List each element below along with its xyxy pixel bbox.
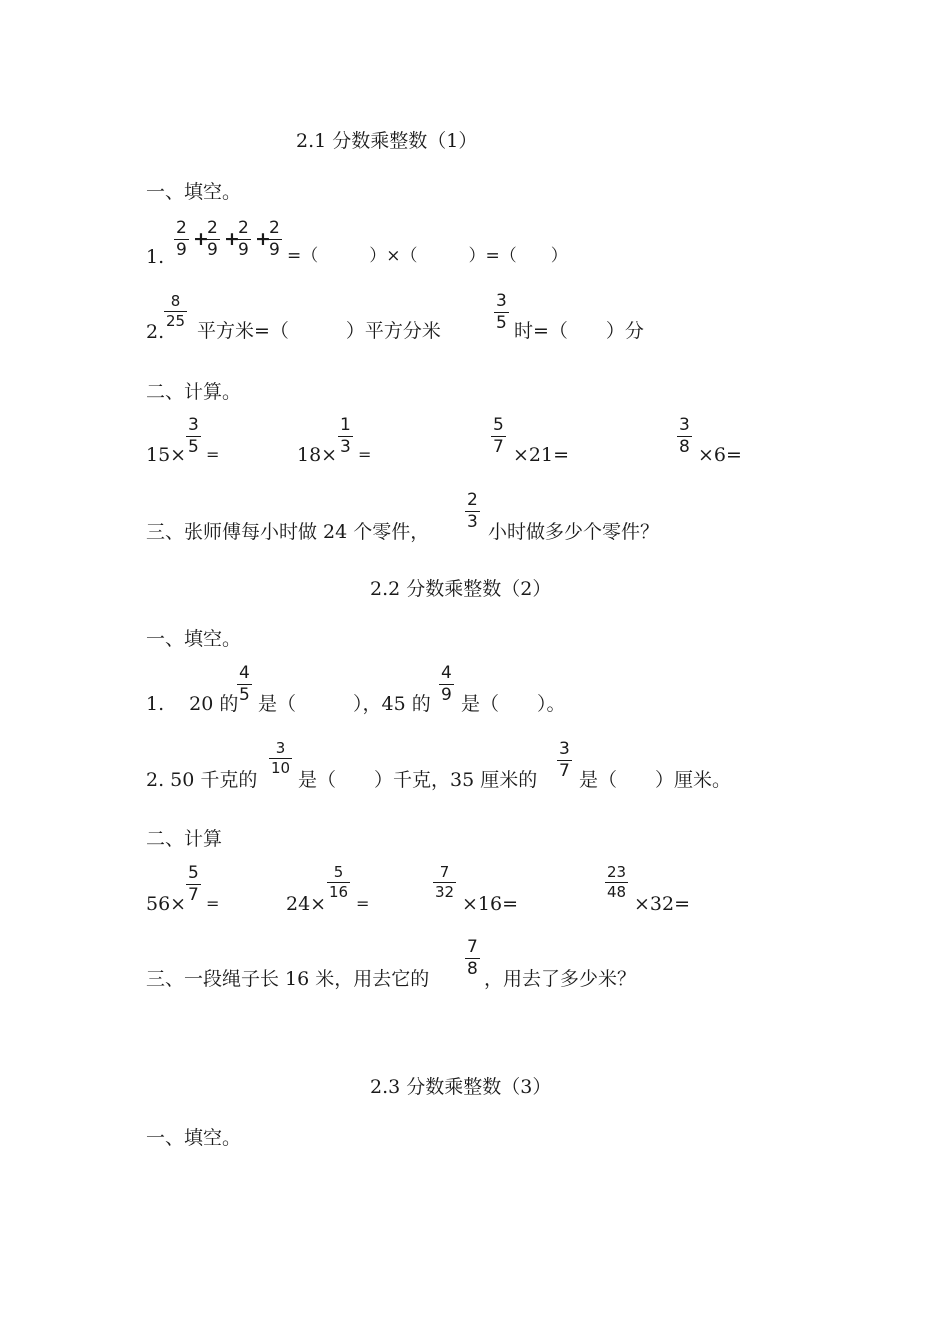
calc-left: 18× — [297, 444, 338, 466]
numerator: 7 — [439, 863, 450, 881]
numerator: 3 — [275, 739, 286, 757]
denominator: 7 — [559, 761, 570, 781]
denominator: 9 — [441, 685, 452, 705]
section-title-2-1: 2.1 分数乘整数（1） — [296, 130, 478, 152]
plus-sign: + — [224, 228, 240, 250]
word-problem-text: 三、张师傅每小时做 24 个零件， — [146, 521, 430, 543]
question-text: 2. 50 千克的 — [146, 769, 258, 791]
calc-left: 56× — [146, 893, 187, 915]
denominator: 3 — [340, 437, 351, 457]
numerator: 5 — [333, 863, 344, 881]
calc-right: ×6= — [698, 444, 742, 466]
fraction — [433, 864, 456, 901]
fraction — [338, 416, 353, 457]
fraction — [677, 416, 692, 457]
fraction — [465, 938, 480, 979]
fraction — [164, 293, 187, 330]
denominator: 9 — [176, 240, 187, 260]
numerator: 8 — [170, 292, 181, 310]
calc-right: ×32= — [634, 893, 691, 915]
fraction — [327, 864, 350, 901]
denominator: 9 — [207, 240, 218, 260]
numerator: 4 — [239, 663, 250, 683]
question-text: 是（ ）厘米。 — [579, 769, 732, 791]
numerator: 3 — [496, 291, 507, 311]
numerator: 2 — [207, 218, 218, 238]
question-number: 2. — [146, 321, 165, 343]
question-text: 是（ ）千克，35 厘米的 — [298, 769, 538, 791]
unit-conversion-text: 时=（ ）分 — [514, 320, 644, 342]
calc-right: ×16= — [462, 893, 519, 915]
heading-calculate: 二、计算。 — [146, 381, 242, 403]
denominator: 48 — [607, 883, 627, 901]
plus-sign: + — [193, 228, 209, 250]
fraction — [205, 219, 220, 260]
numerator: 23 — [607, 863, 627, 881]
calc-right: ×21= — [513, 444, 570, 466]
calc-left: 15× — [146, 444, 187, 466]
numerator: 5 — [493, 415, 504, 435]
numerator: 3 — [188, 415, 199, 435]
question-text: 1. 20 的 — [146, 693, 239, 715]
fraction — [557, 740, 572, 781]
denominator: 25 — [166, 312, 186, 330]
section-title-2-2: 2.2 分数乘整数（2） — [370, 578, 552, 600]
numerator: 2 — [238, 218, 249, 238]
numerator: 3 — [679, 415, 690, 435]
question-number: 1. — [146, 246, 165, 268]
section-title-2-3: 2.3 分数乘整数（3） — [370, 1076, 552, 1098]
numerator: 7 — [467, 937, 478, 957]
numerator: 4 — [441, 663, 452, 683]
heading-fill-blank: 一、填空。 — [146, 1127, 242, 1149]
question-text: 是（ ）。 — [461, 693, 566, 715]
fraction — [465, 491, 480, 532]
plus-sign: + — [255, 228, 271, 250]
denominator: 3 — [467, 512, 478, 532]
denominator: 9 — [269, 240, 280, 260]
calc-right: = — [206, 894, 220, 913]
fraction — [186, 864, 201, 905]
denominator: 9 — [238, 240, 249, 260]
numerator: 2 — [269, 218, 280, 238]
word-problem-text: 三、一段绳子长 16 米，用去它的 — [146, 968, 430, 990]
fraction — [267, 219, 282, 260]
question-text: 是（ ），45 的 — [258, 693, 431, 715]
denominator: 10 — [271, 759, 291, 777]
denominator: 16 — [329, 883, 349, 901]
heading-fill-blank: 一、填空。 — [146, 628, 242, 650]
fraction — [269, 740, 292, 777]
denominator: 32 — [435, 883, 455, 901]
answer-blanks: =（ ）×（ ）=（ ） — [287, 246, 568, 266]
calc-left: 24× — [286, 893, 327, 915]
calc-right: = — [358, 445, 372, 464]
numerator: 5 — [188, 863, 199, 883]
heading-fill-blank: 一、填空。 — [146, 181, 242, 203]
numerator: 2 — [467, 490, 478, 510]
word-problem-text: ，用去了多少米？ — [484, 968, 637, 990]
fraction — [174, 219, 189, 260]
denominator: 7 — [493, 437, 504, 457]
calc-right: = — [206, 445, 220, 464]
denominator: 8 — [467, 959, 478, 979]
numerator: 2 — [176, 218, 187, 238]
fraction — [237, 664, 252, 705]
denominator: 5 — [188, 437, 199, 457]
fraction — [186, 416, 201, 457]
denominator: 7 — [188, 885, 199, 905]
denominator: 5 — [496, 313, 507, 333]
denominator: 8 — [679, 437, 690, 457]
fraction — [605, 864, 628, 901]
fraction — [491, 416, 506, 457]
heading-calculate: 二、计算 — [146, 828, 223, 850]
fraction — [494, 292, 509, 333]
calc-right: = — [356, 894, 370, 913]
word-problem-text: 小时做多少个零件？ — [488, 521, 660, 543]
fraction — [439, 664, 454, 705]
denominator: 5 — [239, 685, 250, 705]
numerator: 1 — [340, 415, 351, 435]
fraction — [236, 219, 251, 260]
unit-conversion-text: 平方米=（ ）平方分米 — [197, 320, 441, 342]
numerator: 3 — [559, 739, 570, 759]
